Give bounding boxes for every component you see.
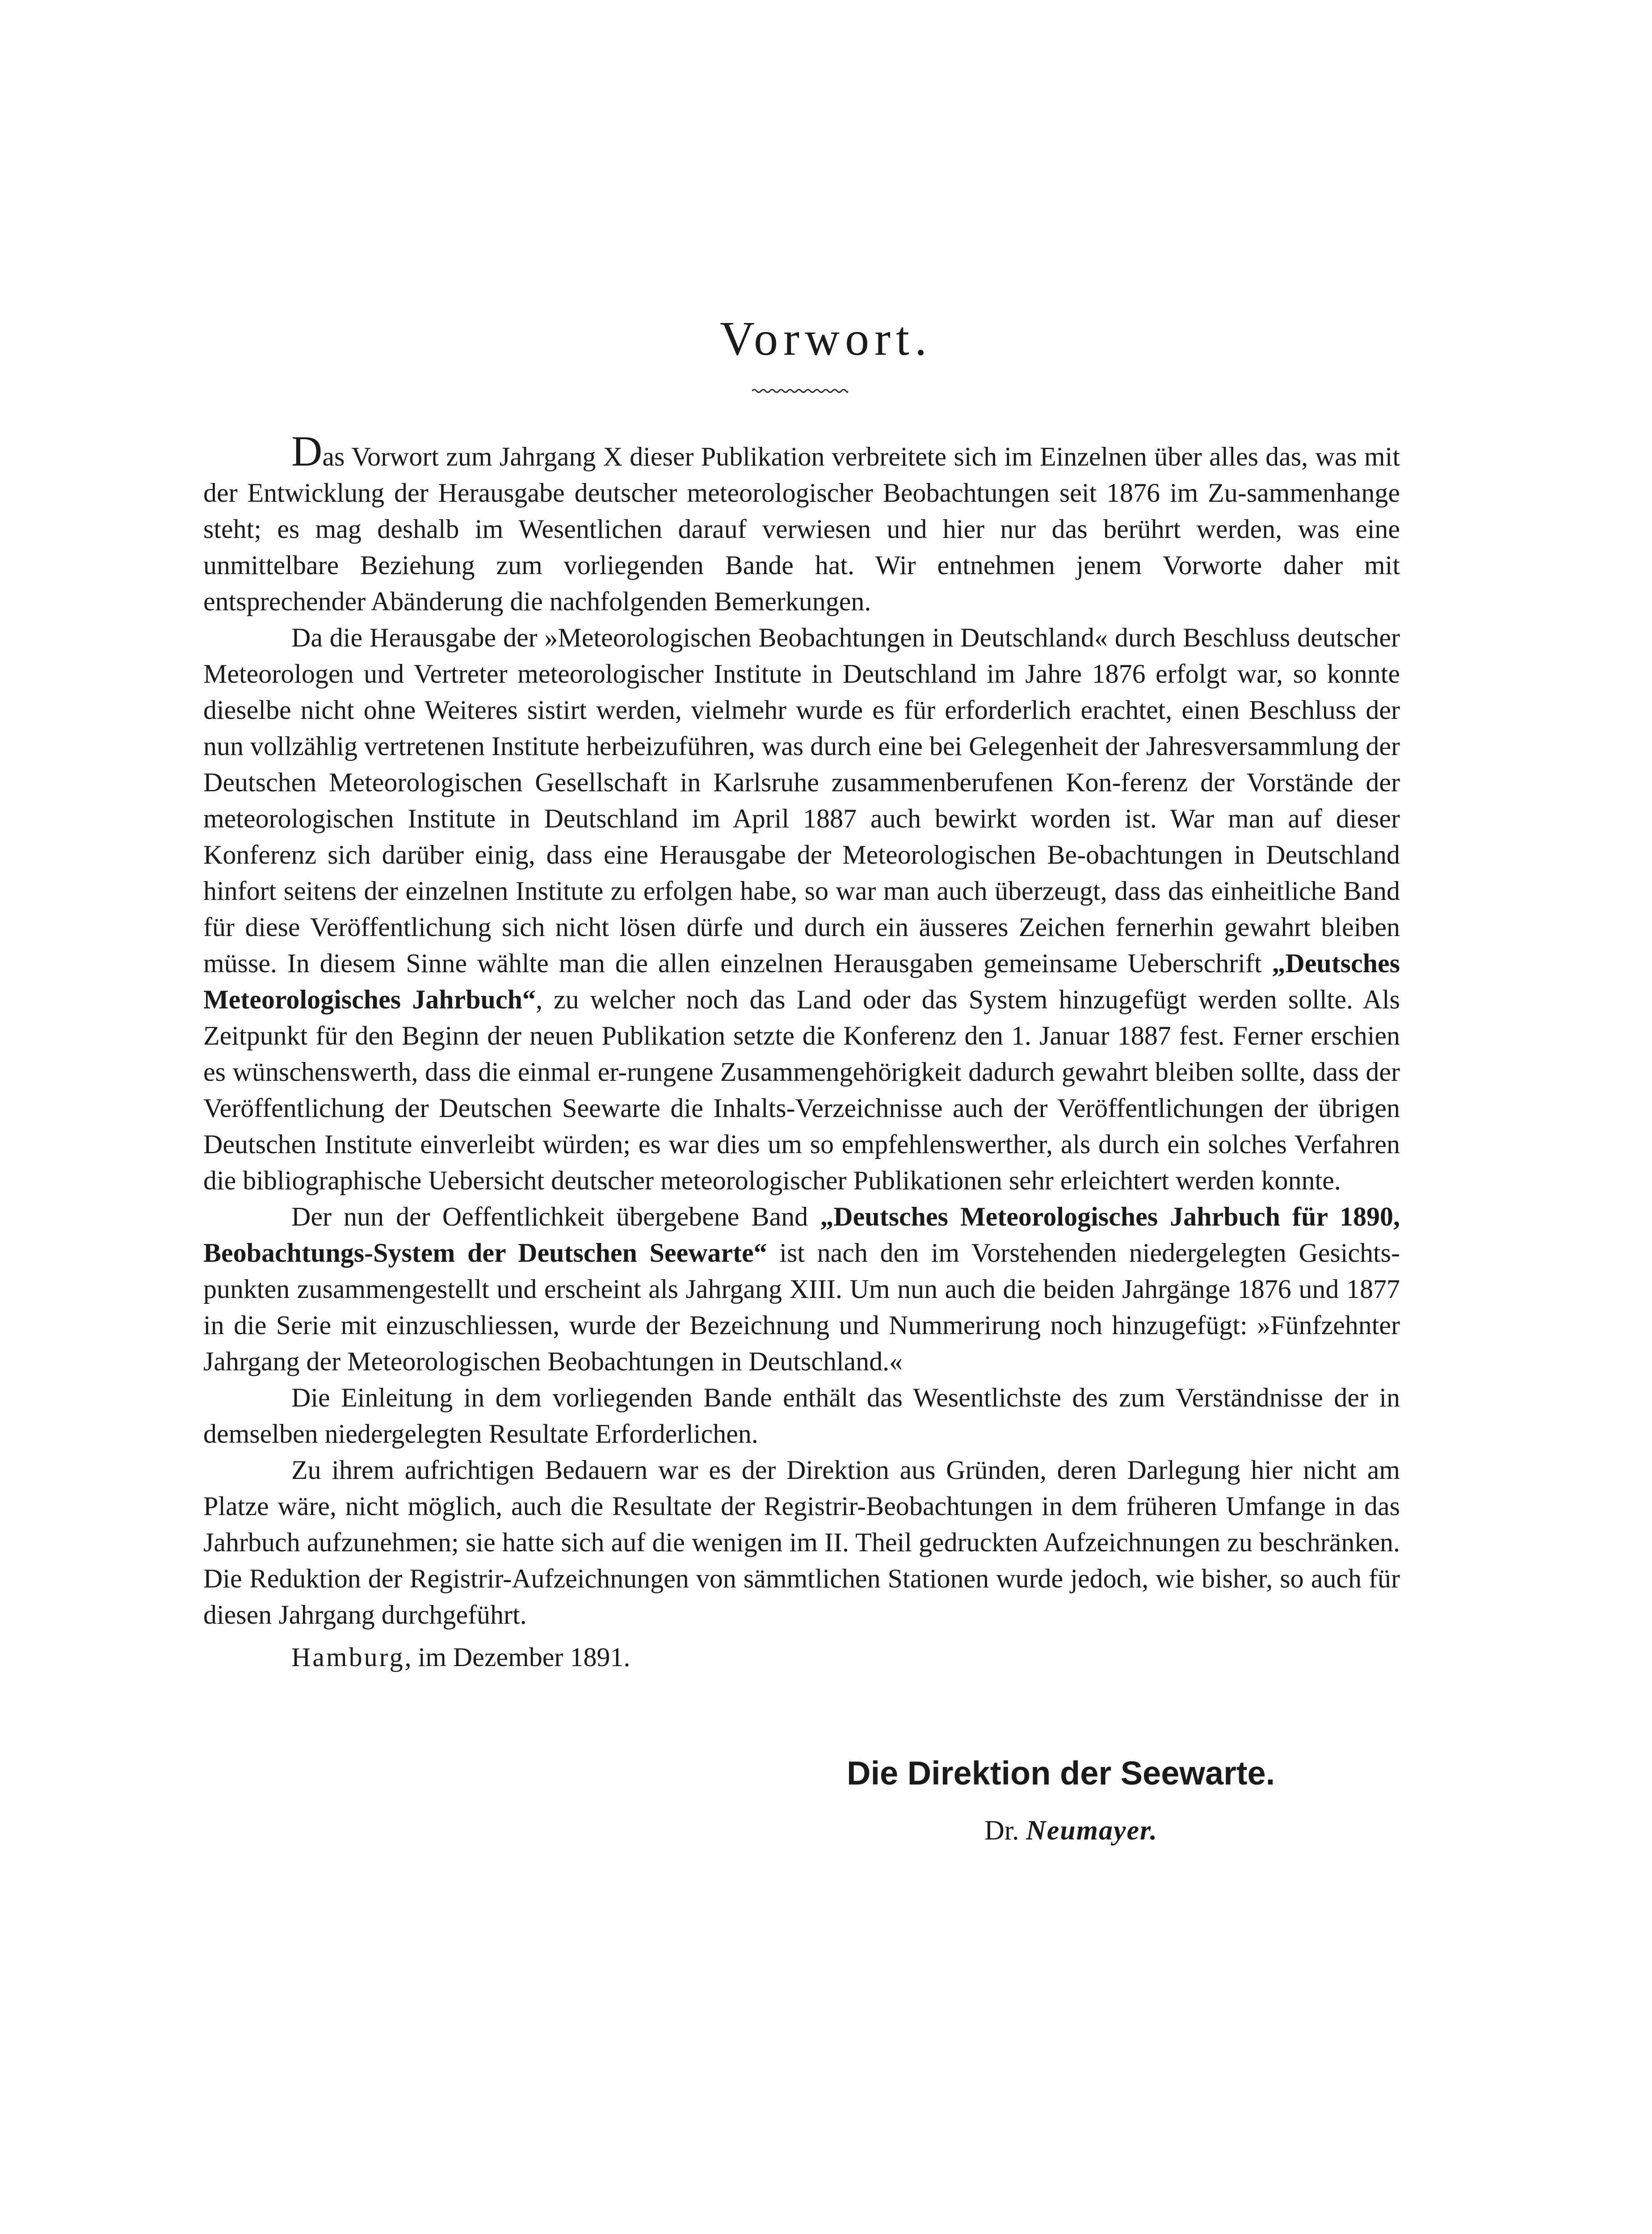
place: Hamburg <box>291 1642 405 1672</box>
paragraph-3-text-b: ist nach den im Vorstehenden niedergelegten Gesichts-punkten zusammengestellt und erscheint als Jahrgang XIII. Um nun auch die beiden Jahrgänge 1876 und 1877 in die Serie mit einzuschliessen, wurde der Bezeichnung und Nummerirung noch hinzugefügt: »Fünfzehnter Jahrgang der Meteorologischen Beobachtungen in Deutschland.« <box>203 1238 1400 1376</box>
jahrbuch-title-bold: „Deutsches Meteorologisches Jahrbuch“ <box>203 949 1400 1014</box>
paragraph-4 <box>203 1380 1400 1452</box>
paragraph-2 <box>203 620 1400 1199</box>
volume-title-bold: „Deutsches Meteorologisches Jahrbuch für 1890, Beobachtungs-System der Deutschen Seewarte“ <box>203 1202 1400 1268</box>
signer-name: Neumayer. <box>1026 1815 1158 1846</box>
signature-institution: Die Direktion der Seewarte. <box>847 1755 1275 1792</box>
document-body <box>203 427 1400 1676</box>
place-and-date <box>203 1639 1400 1676</box>
paragraph-5-text: Zu ihrem aufrichtigen Bedauern war es der Direktion aus Gründen, deren Darlegung hier nicht am Platze wäre, nicht möglich, auch die Resultate der Registrir-Beobachtungen in dem früheren Umfange in das Jahrbuch aufzunehmen; sie hatte sich auf die wenigen im II. Theil gedruckten Aufzeichnungen zu beschränken. Die Reduktion der Registrir-Aufzeichnungen von sämmtlichen Stationen wurde jedoch, wie bisher, so auch für diesen Jahrgang durchgeführt. <box>203 1455 1400 1629</box>
signer <box>984 1814 1158 1847</box>
document-title: Vorwort. <box>719 312 932 365</box>
date-text: , im Dezember 1891. <box>404 1642 631 1672</box>
paragraph-2-text-a: Da die Herausgabe der »Meteorologischen Beobachtungen in Deutschland« durch Beschluss deutscher Meteorologen und Vertreter meteorologischer Institute in Deutschland im Jahre 1876 erfolgt war, so konnte dieselbe nicht ohne Weiteres sistirt werden, vielmehr wurde es für erforderlich erachtet, einen Beschluss der nun vollzählig vertretenen Institute herbeizuführen, was durch eine bei Gelegenheit der Jahresversammlung der Deutschen Meteorologischen Gesellschaft in Karlsruhe zusammenberufenen Kon-ferenz der Vorstände der meteorologischen Institute in Deutschland im April 1887 auch bewirkt worden ist. War man auf dieser Konferenz sich darüber einig, dass eine Herausgabe der Meteorologischen Be-obachtungen in Deutschland hinfort seitens der einzelnen Institute zu erfolgen habe, so war man auch überzeugt, dass das einheitliche Band für diese Veröffentlichung sich nicht lösen dürfe und durch ein äusseres Zeichen fernerhin gewahrt bleiben müsse. In diesem Sinne wählte man die allen einzelnen Herausgaben gemeinsame Ueberschrift <box>203 623 1400 978</box>
paragraph-5 <box>203 1452 1400 1633</box>
title-decorative-rule <box>752 388 848 394</box>
wavy-rule-icon <box>752 388 848 394</box>
paragraph-3-text-a: Der nun der Oeffentlichkeit übergebene Band <box>291 1202 820 1231</box>
paragraph-3 <box>203 1199 1400 1380</box>
paragraph-1-text: Das Vorwort zum Jahrgang X dieser Publikation verbreitete sich im Einzelnen über alles das, was mit der Entwicklung der Herausgabe deutscher meteorologischer Beobachtungen seit 1876 im Zu-sammenhange steht; es mag deshalb im Wesentlichen darauf verwiesen und hier nur das berührt werden, was eine unmittelbare Beziehung zum vorliegenden Bande hat. Wir entnehmen jenem Vorworte daher mit entsprechender Abänderung die nachfolgenden Bemerkungen. <box>203 427 1400 616</box>
signer-title: Dr. <box>984 1815 1019 1846</box>
paragraph-2-text-b: , zu welcher noch das Land oder das System hinzugefügt werden sollte. Als Zeitpunkt für den Beginn der neuen Publikation setzte die Konferenz den 1. Januar 1887 fest. Ferner erschien es wünschenswerth, dass die einmal er-rungene Zusammengehörigkeit dadurch gewahrt bleiben sollte, dass der Veröffentlichung der Deutschen Seewarte die Inhalts-Verzeichnisse auch der Veröffentlichungen der übrigen Deutschen Institute einverleibt würden; es war dies um so empfehlenswerther, als durch ein solches Verfahren die bibliographische Uebersicht deutscher meteorologischer Publikationen sehr erleichtert werden konnte. <box>203 985 1400 1195</box>
paragraph-4-text: Die Einleitung in dem vorliegenden Bande enthält das Wesentlichste des zum Verständnisse der in demselben niedergelegten Resultate Erforderlichen. <box>203 1383 1400 1449</box>
paragraph-1 <box>203 427 1400 620</box>
